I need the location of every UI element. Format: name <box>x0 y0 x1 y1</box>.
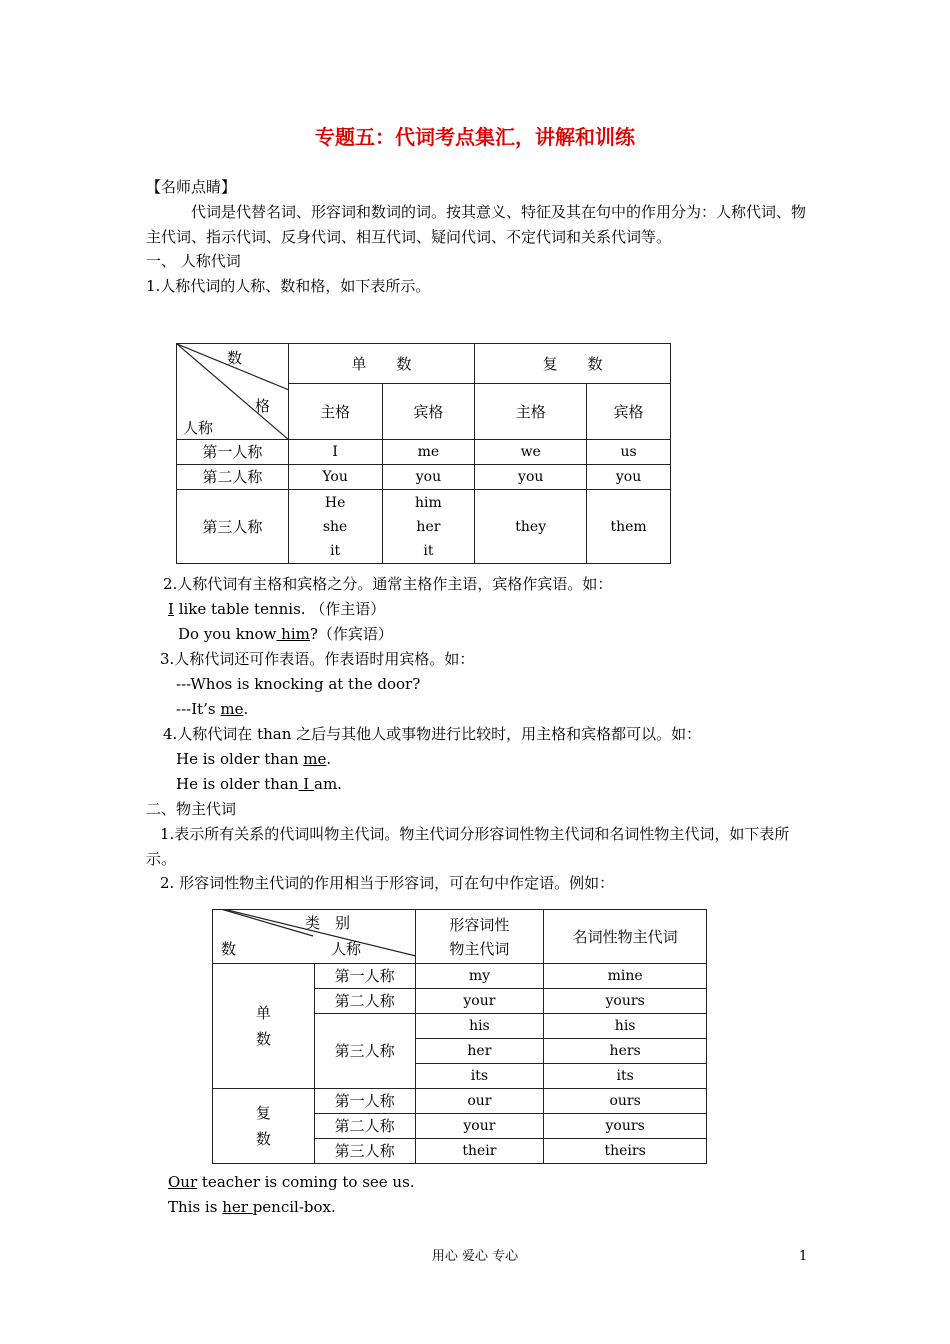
cell: its <box>415 1064 544 1089</box>
row-person: 第三人称 <box>314 1139 415 1164</box>
cell: me <box>382 440 475 465</box>
cell-line: He <box>324 494 346 511</box>
section-tag: 【名师点睛】 <box>146 178 237 196</box>
objective-header: 宾格 <box>587 384 671 440</box>
nominative-header: 主格 <box>475 384 587 440</box>
table-row <box>177 440 671 465</box>
example-line <box>176 774 342 794</box>
example-text: . <box>243 700 249 718</box>
underlined-word: I <box>298 775 314 793</box>
underlined-word: her <box>222 1198 253 1216</box>
plural-header: 复 数 <box>475 344 671 384</box>
cell: his <box>415 1014 544 1039</box>
section1-heading: 一、 人称代词 <box>146 252 241 270</box>
example-text: He is older than <box>176 775 299 793</box>
example-line <box>168 1197 336 1217</box>
page-number: 1 <box>799 1249 808 1264</box>
s1-point3: 3.人称代词还可作表语。作表语时用宾格。如： <box>160 650 475 668</box>
cell: mine <box>544 964 707 989</box>
footer-text: 用心 爱心 专心 <box>431 1249 519 1264</box>
cell: you <box>382 465 475 490</box>
row-person: 第三人称 <box>177 490 289 564</box>
row-person: 第二人称 <box>314 989 415 1014</box>
underlined-word: I <box>168 600 174 618</box>
diag-number-label: 数 <box>221 940 237 958</box>
example-line <box>178 624 393 644</box>
cell: us <box>587 440 671 465</box>
cell-line: him <box>415 494 442 511</box>
cell: yours <box>544 989 707 1014</box>
underlined-word: me <box>220 700 244 718</box>
plural-group-label: 复 数 <box>213 1089 315 1164</box>
singular-group-label: 单 数 <box>213 964 315 1089</box>
cell: their <box>415 1139 544 1164</box>
cell: his <box>544 1014 707 1039</box>
example-text: Do you know <box>178 625 277 643</box>
cell: your <box>415 989 544 1014</box>
row-person: 第一人称 <box>314 964 415 989</box>
cell: they <box>475 490 587 564</box>
diagonal-header-cell <box>177 344 289 440</box>
s1-point1: 1.人称代词的人称、数和格，如下表所示。 <box>146 277 431 295</box>
cell: them <box>587 490 671 564</box>
cell: our <box>415 1089 544 1114</box>
s2-point2: 2. 形容词性物主代词的作用相当于形容词，可在句中作定语。例如： <box>160 874 615 892</box>
table-row <box>177 490 671 564</box>
row-person: 第一人称 <box>314 1089 415 1114</box>
underlined-word: Our <box>168 1173 198 1191</box>
example-text: ---It’s <box>176 700 221 718</box>
table-row <box>213 964 707 989</box>
example-text: . <box>326 750 332 768</box>
s1-point2: 2.人称代词有主格和宾格之分。通常主格作主语，宾格作宾语。如： <box>163 575 613 593</box>
row-person: 第三人称 <box>314 1014 415 1089</box>
intro-paragraph: 代词是代替名词、形容词和数词的词。按其意义、特征及其在句中的作用分为：人称代词、物主代词、指示代词、反身代词、相互代词、疑问代词、不定代词和关系代词等。 <box>146 203 807 246</box>
example-text: ?（作宾语） <box>309 625 393 643</box>
table-row <box>213 1089 707 1114</box>
cell: its <box>544 1064 707 1089</box>
example-text: am. <box>314 775 342 793</box>
cell-line: she <box>322 518 348 535</box>
singular-header: 单 数 <box>288 344 475 384</box>
noun-possessive-header: 名词性物主代词 <box>544 910 707 964</box>
cell: I <box>288 440 382 465</box>
row-person: 第二人称 <box>314 1114 415 1139</box>
cell <box>382 490 475 564</box>
cell: my <box>415 964 544 989</box>
example-text: This is <box>168 1198 223 1216</box>
example-text: He is older than <box>176 750 304 768</box>
example-line <box>168 1172 415 1192</box>
underlined-word: him <box>276 625 310 643</box>
objective-header: 宾格 <box>382 384 475 440</box>
diag-case-label: 格 <box>255 397 271 415</box>
example-text: like table tennis. （作主语） <box>173 600 386 618</box>
cell: your <box>415 1114 544 1139</box>
cell: yours <box>544 1114 707 1139</box>
cell: theirs <box>544 1139 707 1164</box>
section2-heading: 二、物主代词 <box>146 800 237 818</box>
diag-person-label: 人称 <box>331 940 362 958</box>
row-person: 第一人称 <box>177 440 289 465</box>
cell-line: it <box>423 542 434 559</box>
cell-line: it <box>330 542 341 559</box>
s2-point1: 1.表示所有关系的代词叫物主代词。物主代词分形容词性物主代词和名词性物主代词，如下表所示。 <box>146 825 790 868</box>
diag-person-label: 人称 <box>183 419 214 437</box>
example-text: pencil-box. <box>252 1198 336 1216</box>
diag-category-label: 类 别 <box>305 914 351 932</box>
adjective-possessive-header: 形容词性 物主代词 <box>415 910 544 964</box>
diag-number-label: 数 <box>227 349 243 367</box>
example-line <box>168 599 385 619</box>
cell: her <box>415 1039 544 1064</box>
row-person: 第二人称 <box>177 465 289 490</box>
page-title: 专题五：代词考点集汇，讲解和训练 <box>315 125 635 149</box>
cell: hers <box>544 1039 707 1064</box>
cell: ours <box>544 1089 707 1114</box>
example-line: ---Whos is knocking at the door? <box>176 675 421 693</box>
cell <box>288 490 382 564</box>
example-line <box>176 749 331 769</box>
diagonal-header-cell <box>213 910 416 964</box>
cell-line: her <box>416 518 441 535</box>
cell: you <box>587 465 671 490</box>
cell: you <box>475 465 587 490</box>
s1-point4: 4.人称代词在 than 之后与其他人或事物进行比较时，用主格和宾格都可以。如： <box>163 725 702 743</box>
cell: we <box>475 440 587 465</box>
example-text: teacher is coming to see us. <box>197 1173 415 1191</box>
cell: You <box>288 465 382 490</box>
example-line <box>176 699 248 719</box>
underlined-word: me <box>303 750 327 768</box>
personal-pronoun-table <box>176 343 671 564</box>
table-row <box>177 465 671 490</box>
nominative-header: 主格 <box>288 384 382 440</box>
possessive-pronoun-table <box>212 909 707 1164</box>
